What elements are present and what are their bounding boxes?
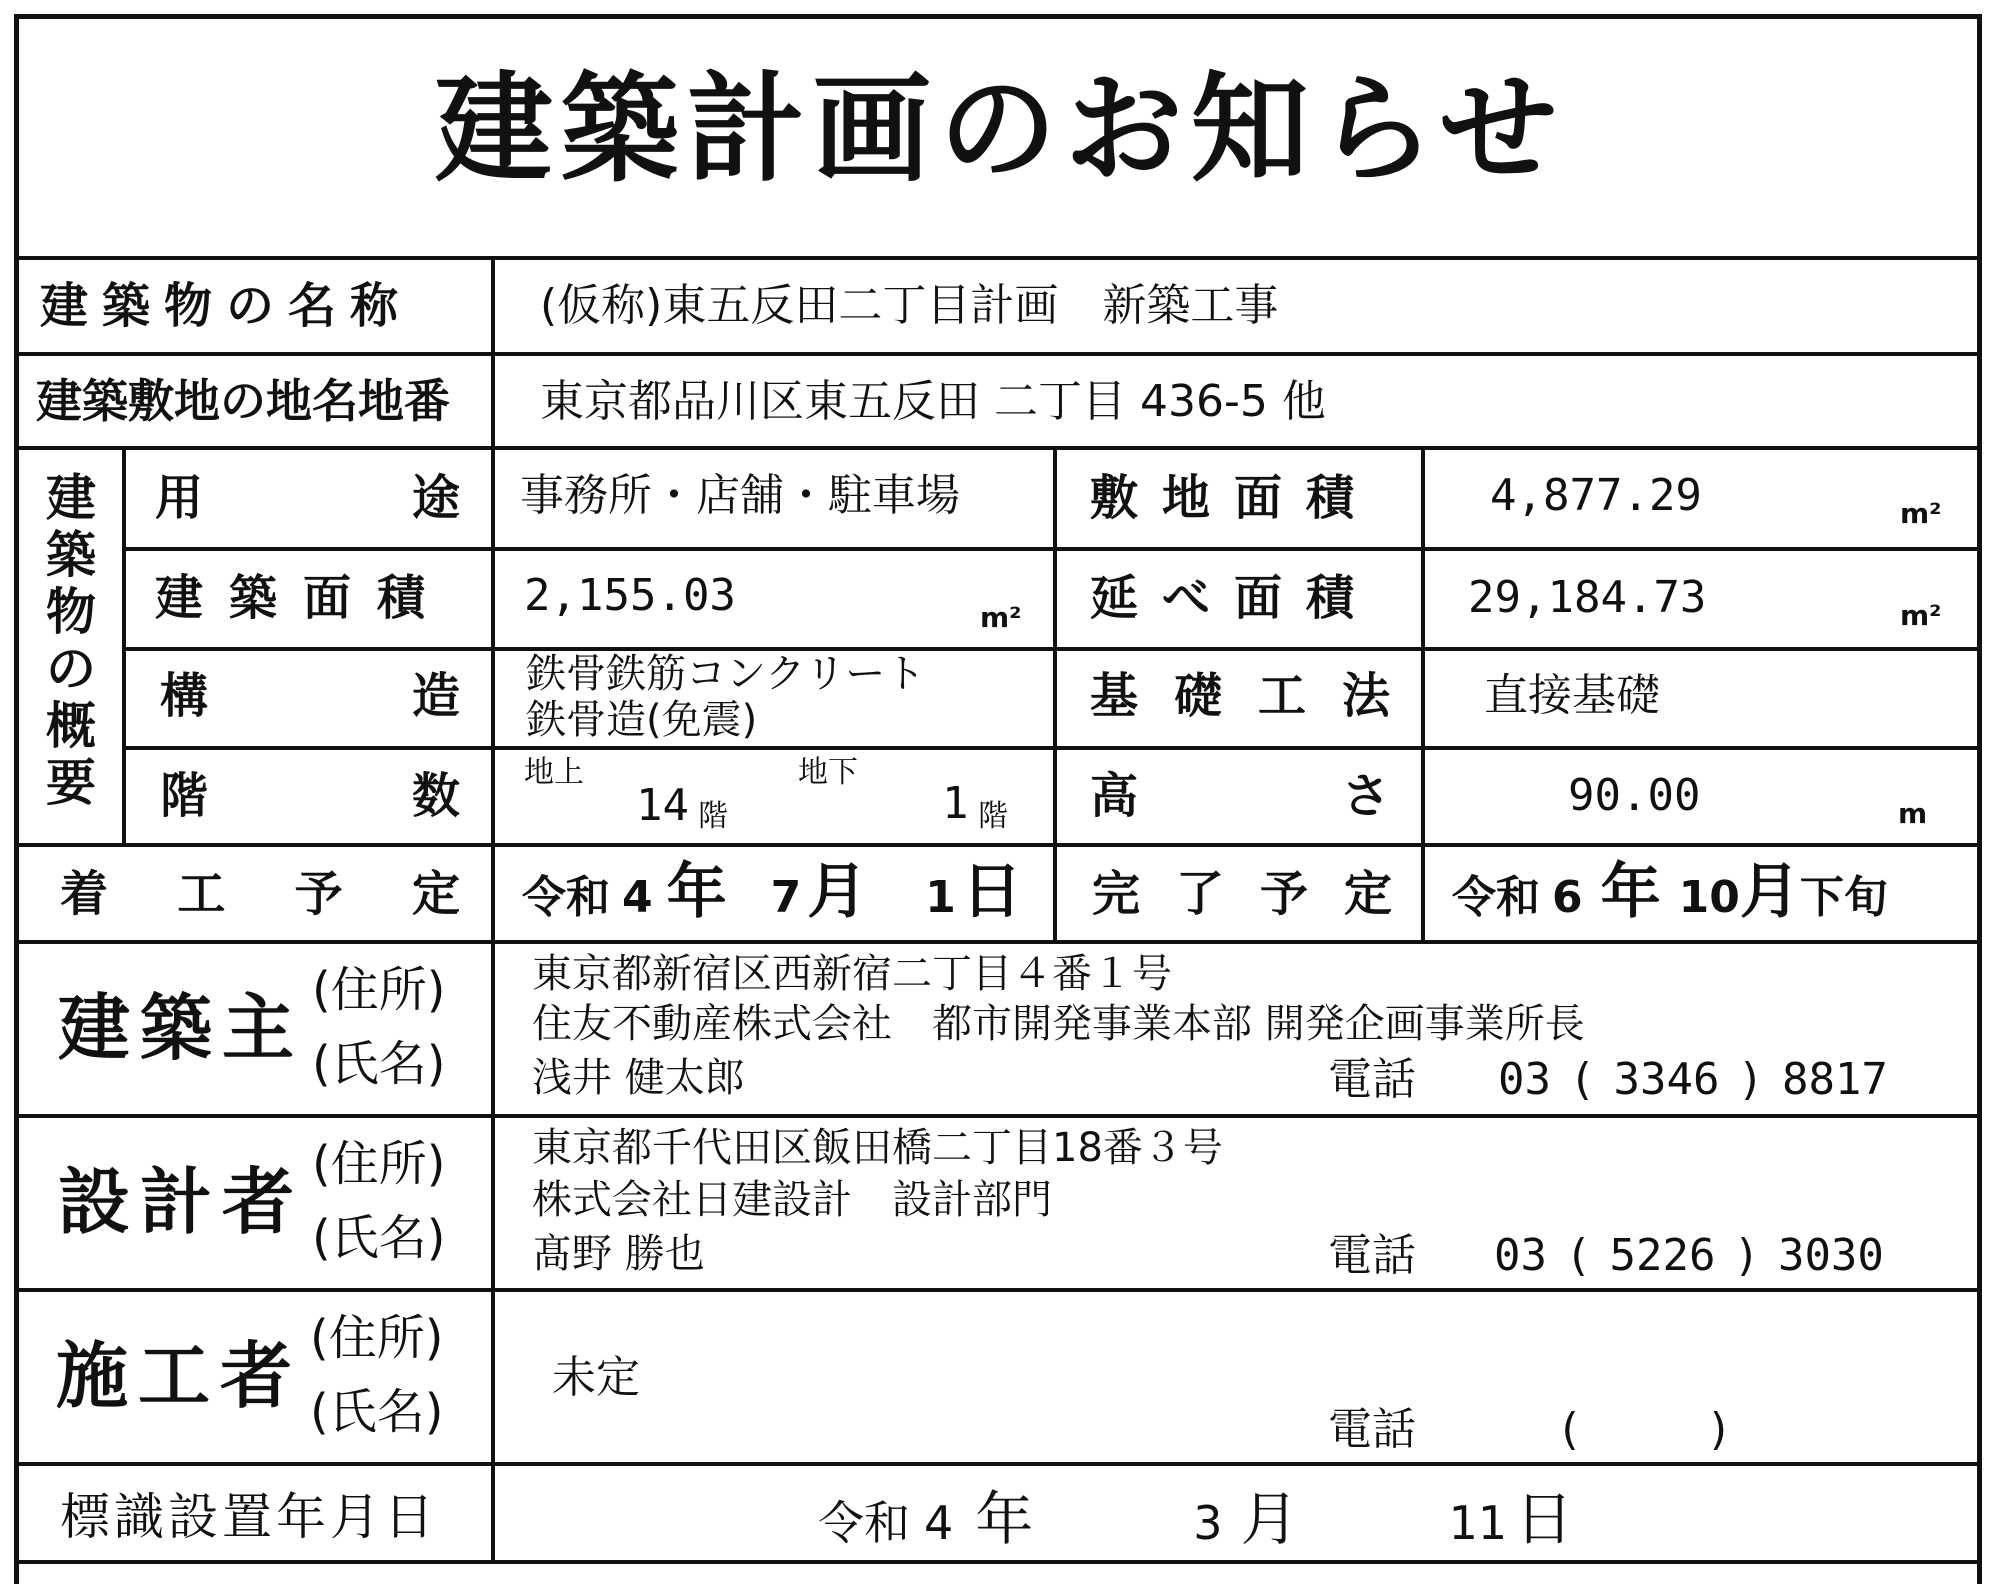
owner-address-label: (住所) (312, 962, 446, 1018)
structure-line2: 鉄骨造(免震) (526, 697, 758, 743)
start-era: 令和 (522, 872, 610, 923)
start-year-unit: 年 (666, 857, 727, 927)
contractor-tel-close: ) (1706, 1404, 1733, 1455)
owner-company: 住友不動産株式会社 都市開発事業本部 開発企画事業所長 (532, 1001, 1585, 1047)
rule (14, 1288, 1982, 1292)
posted-year-unit: 年 (975, 1485, 1034, 1553)
height-unit: m (1898, 797, 1928, 830)
page-title: 建築計画のお知らせ (434, 60, 1566, 198)
owner-person: 浅井 健太郎 (532, 1055, 745, 1101)
floor-area-unit: m² (1900, 599, 1942, 632)
designer-label: 設計者 (58, 1160, 305, 1244)
designer-tel-label: 電話 (1328, 1230, 1416, 1281)
finish-label: 完了予定 (1092, 866, 1392, 922)
foundation-label: 基礎工法 (1090, 668, 1390, 724)
contractor-value: 未定 (552, 1352, 640, 1403)
designer-address: 東京都千代田区飯田橋二丁目18番３号 (532, 1125, 1223, 1171)
floors-above-value: 14 (636, 780, 689, 831)
contractor-tel-open: ( (1556, 1404, 1583, 1455)
owner-tel-exchange: 3346 (1613, 1054, 1720, 1105)
building-area-unit: m² (980, 601, 1022, 634)
site-area-label: 敷地面積 (1090, 470, 1379, 526)
owner-name-label: (氏名) (312, 1036, 446, 1092)
start-day: 1 (925, 872, 956, 923)
rule (14, 1560, 1982, 1564)
owner-tel: 03 ( 3346 ) 8817 (1498, 1054, 1888, 1105)
structure-label: 構造 (160, 668, 460, 724)
designer-tel-exchange: 5226 (1609, 1230, 1716, 1281)
owner-address: 東京都新宿区西新宿二丁目４番１号 (532, 951, 1172, 997)
start-month: 7 (770, 872, 802, 923)
finish-day: 下旬 (1799, 872, 1888, 923)
site-area-value: 4,877.29 (1490, 470, 1702, 521)
building-name-value: (仮称)東五反田二丁目計画 新築工事 (540, 280, 1279, 331)
designer-name-label: (氏名) (312, 1210, 446, 1266)
floors-below-label: 地下 (798, 755, 858, 790)
use-label-text: 用 途 (155, 470, 460, 526)
designer-tel: 03 ( 5226 ) 3030 (1494, 1230, 1884, 1281)
designer-person: 髙野 勝也 (532, 1231, 705, 1277)
finish-year: 6 (1552, 872, 1583, 923)
height-value: 90.00 (1568, 770, 1701, 821)
posted-day: 11 (1448, 1496, 1508, 1550)
finish-month: 10 (1678, 872, 1740, 923)
rule (14, 256, 1982, 260)
building-area-value: 2,155.03 (524, 570, 736, 621)
contractor-name-label: (氏名) (310, 1384, 444, 1440)
contractor-tel-label: 電話 (1328, 1404, 1416, 1455)
posted-year: 4 (924, 1496, 954, 1550)
posted-label: 標識設置年月日 (60, 1488, 438, 1546)
site-location-label: 建築敷地の地名地番 (36, 374, 450, 428)
start-date (522, 857, 1022, 927)
rule (1421, 446, 1425, 942)
posted-day-unit: 日 (1515, 1485, 1574, 1553)
designer-address-label: (住所) (312, 1136, 446, 1192)
finish-month-unit: 月 (1739, 857, 1800, 927)
floors-below-unit: 階 (978, 799, 1008, 834)
height-label: 高さ (1090, 768, 1390, 824)
floors-label: 階数 (160, 768, 460, 824)
start-month-unit: 月 (807, 857, 868, 927)
rule (14, 352, 1982, 356)
building-area-label: 建築面積 (155, 570, 452, 626)
rule (491, 256, 495, 1562)
designer-company: 株式会社日建設計 設計部門 (532, 1177, 1052, 1223)
rule (14, 1114, 1982, 1118)
finish-era: 令和 (1452, 872, 1540, 923)
rule (1053, 446, 1057, 942)
start-year: 4 (622, 872, 653, 923)
owner-tel-area: 03 (1498, 1054, 1551, 1105)
finish-year-unit: 年 (1600, 857, 1661, 927)
posted-era: 令和 (818, 1496, 910, 1550)
finish-date (1452, 857, 1888, 927)
structure-line1: 鉄骨鉄筋コンクリート (526, 651, 926, 697)
designer-tel-area: 03 (1494, 1230, 1547, 1281)
floors-below-value: 1 (942, 778, 969, 829)
rule (14, 446, 1982, 450)
posted-month: 3 (1193, 1496, 1223, 1550)
floor-area-label: 延べ面積 (1090, 570, 1379, 626)
start-day-unit: 日 (961, 857, 1022, 927)
owner-label: 建築主 (58, 986, 305, 1070)
building-name-label: 建築物の名称 (40, 278, 413, 334)
site-location-value: 東京都品川区東五反田 二丁目 436-5 他 (540, 376, 1326, 427)
floors-above-label: 地上 (524, 755, 584, 790)
site-area-unit: m² (1900, 497, 1942, 530)
rule (14, 843, 1982, 847)
designer-tel-number: 3030 (1777, 1230, 1884, 1281)
use-label (155, 470, 460, 526)
owner-tel-number: 8817 (1781, 1054, 1888, 1105)
posted-month-unit: 月 (1240, 1485, 1299, 1553)
contractor-label: 施工者 (56, 1334, 303, 1418)
owner-tel-label: 電話 (1328, 1054, 1416, 1105)
start-label: 着工予定 (60, 866, 460, 922)
use-value: 事務所・店舗・駐車場 (520, 470, 960, 521)
overview-label: 建築物の概要 (46, 469, 96, 812)
posted-date (818, 1485, 1574, 1553)
rule (14, 940, 1982, 944)
contractor-address-label: (住所) (310, 1310, 444, 1366)
foundation-value: 直接基礎 (1484, 670, 1660, 721)
rule (14, 1462, 1982, 1466)
floors-above-unit: 階 (698, 799, 728, 834)
rule (122, 446, 126, 845)
floor-area-value: 29,184.73 (1468, 572, 1707, 623)
